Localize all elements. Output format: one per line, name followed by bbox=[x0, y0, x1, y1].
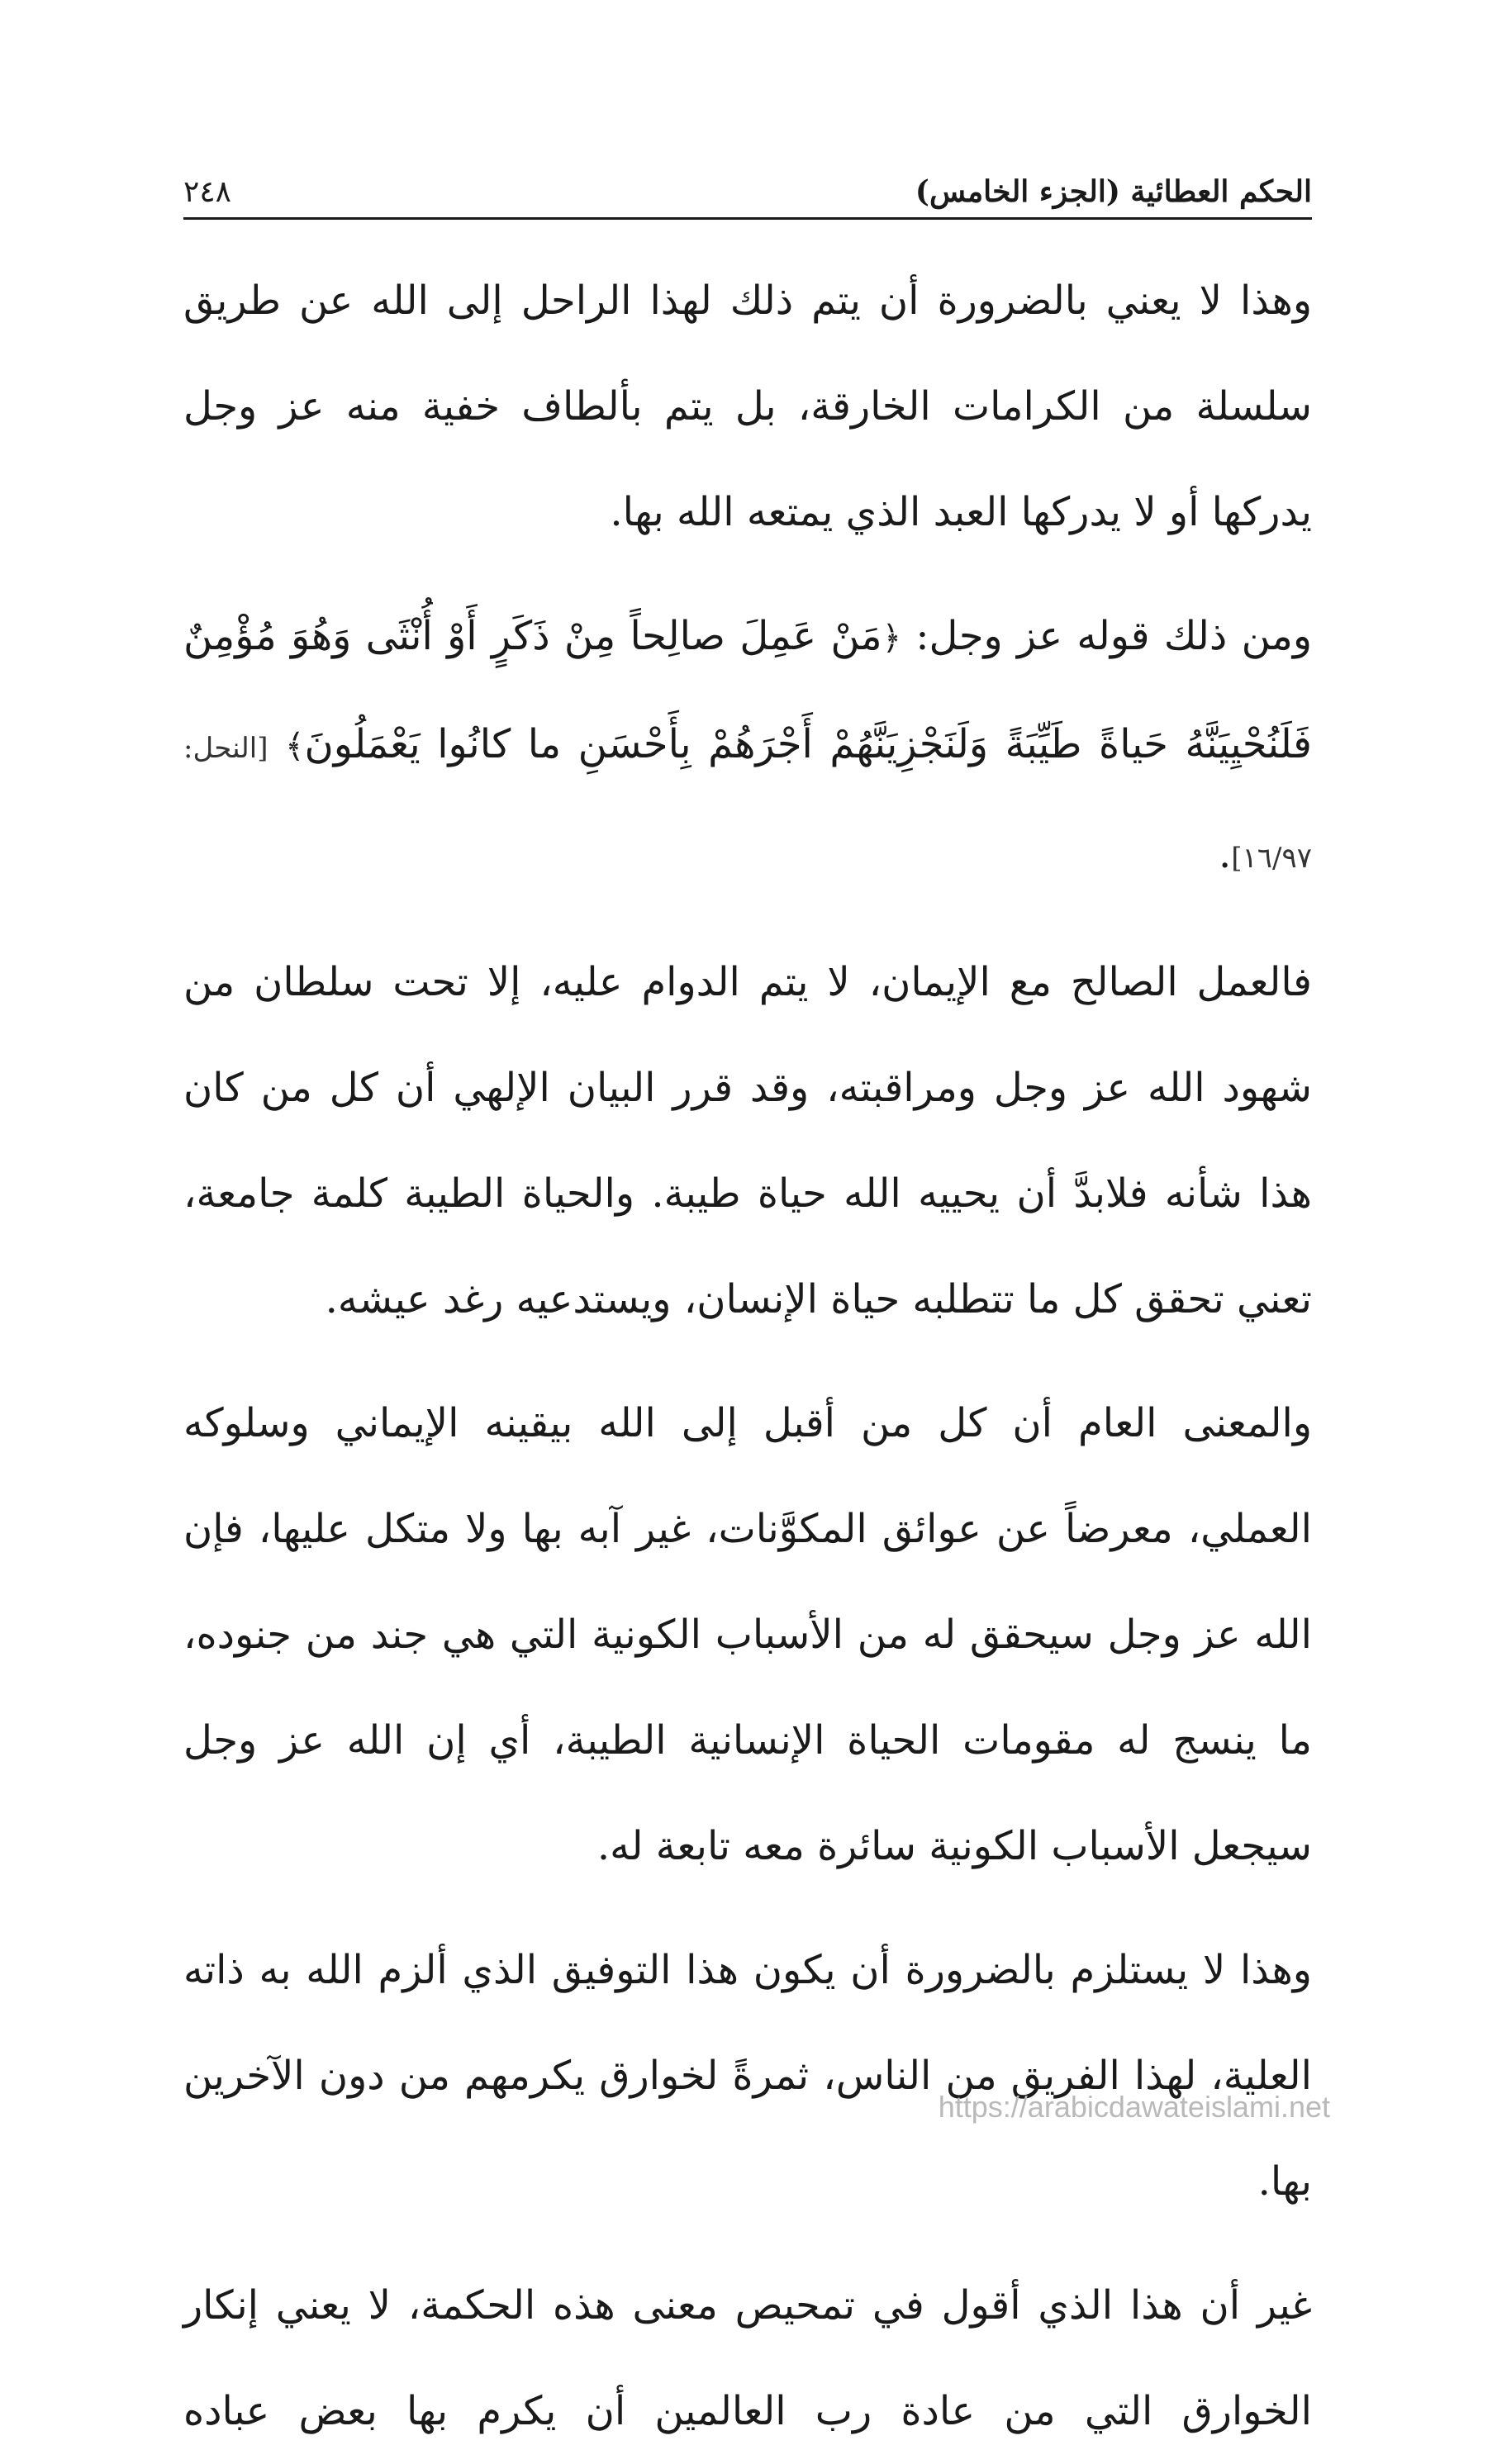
quran-verse: مَنْ عَمِلَ صالِحاً مِنْ ذَكَرٍ أَوْ أُنْثَى وَهُوَ مُؤْمِنٌ فَلَنُحْيِيَنَّهُ حَياةً طَيِّبَةً وَلَنَجْزِيَنَّهُمْ أَجْرَهُمْ بِأَحْسَنِ ما كانُوا يَعْمَلُونَ bbox=[183, 613, 1312, 767]
paragraph-1: وهذا لا يعني بالضرورة أن يتم ذلك لهذا الراحل إلى الله عن طريق سلسلة من الكرامات الخارقة، بل يتم بألطاف خفية منه عز وجل يدركها أو لا يدركها العبد الذي يمتعه الله بها. bbox=[183, 278, 1312, 535]
paragraph-5: وهذا لا يستلزم بالضرورة أن يكون هذا التوفيق الذي ألزم الله به ذاته العلية، لهذا الفريق من الناس، ثمرةً لخوارق يكرمهم من دون الآخرين بها. bbox=[183, 1947, 1312, 2205]
website-watermark: https://arabicdawateislami.net bbox=[938, 2090, 1330, 2124]
quote-intro: ومن ذلك قوله عز وجل: bbox=[915, 613, 1312, 659]
verse-citation: [النحل: ١٦/٩٧] bbox=[183, 732, 1312, 875]
quran-close-bracket: ﴾ bbox=[285, 728, 305, 766]
chapter-title: الحكم العطائية (الجزء الخامس) bbox=[915, 174, 1312, 209]
paragraph-2-quran-quote bbox=[183, 583, 1312, 911]
paragraph-4: والمعنى العام أن كل من أقبل إلى الله بيقينه الإيماني وسلوكه العملي، معرضاً عن عوائق المكوَّنات، غير آبه بها ولا متكل عليها، فإن الله عز وجل سيحقق له من الأسباب الكونية التي هي جند من جنوده، ما ينسج له مقومات الحياة الإنسانية الطيبة، أي إن الله عز وجل سيجعل الأسباب الكونية سائرة معه تابعة له. bbox=[183, 1400, 1312, 1869]
page-number: ٢٤٨ bbox=[183, 175, 232, 209]
body-text bbox=[183, 248, 1312, 2464]
quran-open-bracket: ﴿ bbox=[882, 620, 902, 658]
paragraph-6: غير أن هذا الذي أقول في تمحيص معنى هذه الحكمة، لا يعني إنكار الخوارق التي من عادة رب العالمين أن يكرم بها بعض عباده bbox=[183, 2282, 1312, 2434]
paragraph-3: فالعمل الصالح مع الإيمان، لا يتم الدوام عليه، إلا تحت سلطان من شهود الله عز وجل ومراقبته، وقد قرر البيان الإلهي أن كل من كان هذا شأنه فلابدَّ أن يحييه الله حياة طيبة. والحياة الطيبة كلمة جامعة، تعني تحقق كل ما تتطلبه حياة الإنسان، ويستدعيه رغد عيشه. bbox=[183, 959, 1312, 1322]
running-header bbox=[183, 162, 1312, 220]
quote-end: . bbox=[1218, 831, 1232, 877]
